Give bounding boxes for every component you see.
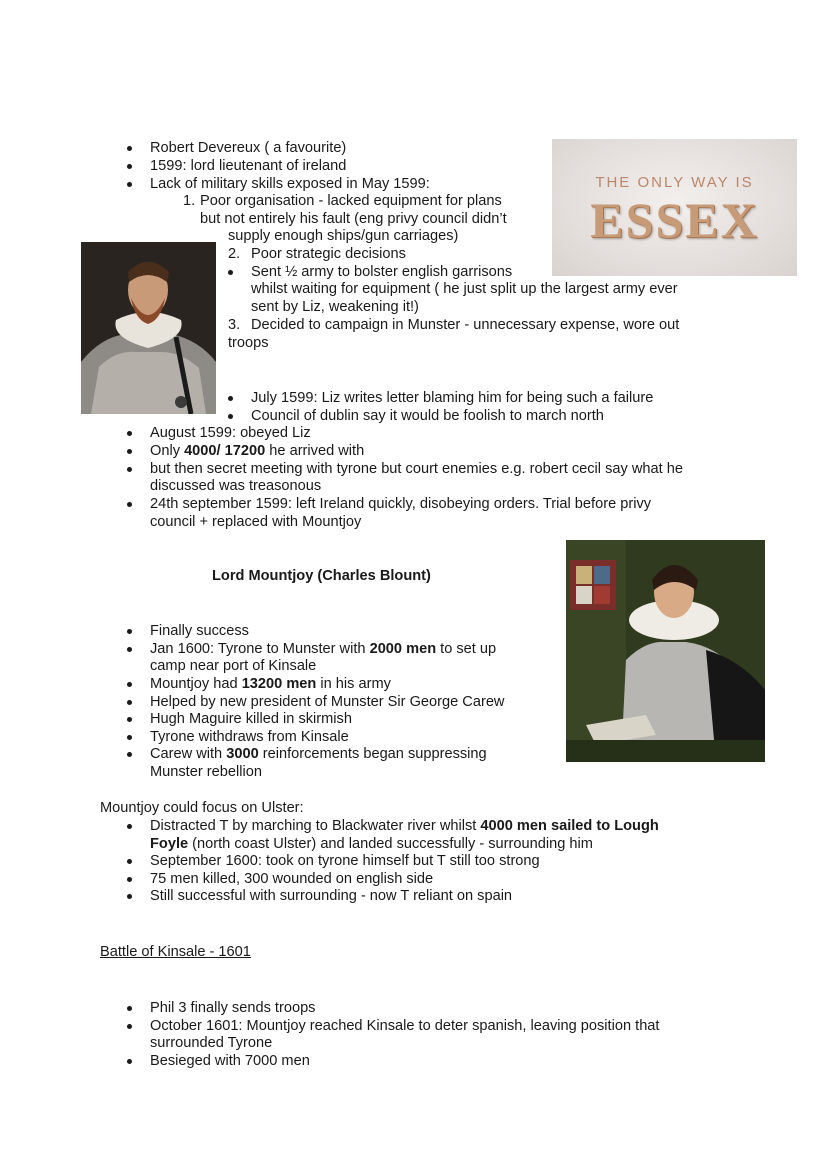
devereux-portrait-svg — [81, 242, 216, 414]
carew-prefix: Carew with — [150, 746, 227, 762]
bullet-jan-1600 — [150, 640, 496, 658]
point-3-line-1: Decided to campaign in Munster - unnecessary expense, wore out — [251, 317, 680, 333]
banner-big-text: ESSEX — [590, 192, 759, 248]
ulster-intro: Mountjoy could focus on Ulster: — [100, 800, 304, 816]
bullet-24th-september-line-2: council + replaced with Mountjoy — [150, 514, 362, 530]
only-prefix: Only — [150, 443, 185, 459]
banner-small-text: THE ONLY WAY IS — [595, 174, 754, 191]
bullet-still-successful: Still successful with surrounding - now T reliant on spain — [150, 888, 513, 904]
point-3-number: 3. — [228, 317, 241, 333]
distract-prefix: Distracted T by marching to Blackwater river whilst — [150, 818, 481, 834]
mountjoy-suffix: in his army — [316, 676, 391, 692]
bullet-october-1601-line-2: surrounded Tyrone — [150, 1035, 273, 1051]
jan-bold-men: 2000 men — [369, 641, 437, 657]
bullet-only-4000 — [150, 442, 364, 460]
point-2-number: 2. — [228, 246, 241, 262]
bullet-secret-meeting-line-2: discussed was treasonous — [150, 478, 322, 494]
point-1-line-2: but not entirely his fault (eng privy council didn’t — [200, 211, 507, 227]
inner-bullet-july-1599: July 1599: Liz writes letter blaming him for being such a failure — [251, 390, 654, 406]
bullet-secret-meeting: but then secret meeting with tyrone but court enemies e.g. robert cecil say what he — [150, 461, 683, 477]
carew-suffix: reinforcements began suppressing — [258, 746, 487, 762]
bullet-carew-line-2: Munster rebellion — [150, 764, 262, 780]
bullet-phil-3: Phil 3 finally sends troops — [150, 1000, 316, 1016]
bullet-finally-success: Finally success — [150, 623, 249, 639]
bullet-september-1600: September 1600: took on tyrone himself but T still too strong — [150, 853, 540, 869]
distract-suffix: (north coast Ulster) and landed successfully - surrounding him — [188, 836, 593, 852]
sub-bullet-line-2: whilst waiting for equipment ( he just split up the largest army ever — [251, 281, 678, 297]
bullet-robert-devereux: Robert Devereux ( a favourite) — [150, 140, 347, 156]
bullet-24th-september: 24th september 1599: left Ireland quickly, disobeying orders. Trial before privy — [150, 496, 652, 512]
sub-bullet-sent-half-army: Sent ½ army to bolster english garrisons — [251, 264, 513, 280]
mountjoy-prefix: Mountjoy had — [150, 676, 242, 692]
distract-bold-men: 4000 men sailed to Lough — [480, 818, 659, 834]
bullet-distracted-t — [150, 817, 659, 835]
point-1-line-1: Poor organisation - lacked equipment for plans — [200, 193, 502, 209]
bullet-august-1599: August 1599: obeyed Liz — [150, 425, 311, 441]
point-2-text: Poor strategic decisions — [251, 246, 406, 262]
bullet-lack-military-skills: Lack of military skills exposed in May 1599: — [150, 176, 430, 192]
sub-bullet-line-3: sent by Liz, weakening it!) — [251, 299, 419, 315]
bullet-mountjoy-had — [150, 675, 391, 693]
bullet-october-1601: October 1601: Mountjoy reached Kinsale to deter spanish, leaving position that — [150, 1018, 660, 1034]
inner-bullet-council-dublin: Council of dublin say it would be foolish to march north — [251, 408, 604, 424]
mountjoy-heading: Lord Mountjoy (Charles Blount) — [212, 568, 431, 584]
point-1-number: 1. — [183, 193, 196, 209]
bullet-carew-3000 — [150, 745, 487, 763]
point-3-line-2: troops — [228, 335, 269, 351]
jan-prefix: Jan 1600: Tyrone to Munster with — [150, 641, 370, 657]
only-suffix: he arrived with — [265, 443, 365, 459]
bullet-jan-1600-line-2: camp near port of Kinsale — [150, 658, 317, 674]
only-bold-figures: 4000/ 17200 — [184, 443, 266, 459]
bullet-helped-by-carew: Helped by new president of Munster Sir George Carew — [150, 694, 505, 710]
mountjoy-bold-men: 13200 men — [241, 676, 317, 692]
bullet-hugh-maguire: Hugh Maguire killed in skirmish — [150, 711, 352, 727]
kinsale-heading: Battle of Kinsale - 1601 — [100, 944, 251, 960]
bullet-distracted-line-2 — [150, 835, 593, 853]
bullet-75-men: 75 men killed, 300 wounded on english side — [150, 871, 434, 887]
robert-devereux-portrait — [81, 242, 216, 414]
bullet-besieged: Besieged with 7000 men — [150, 1053, 310, 1069]
carew-bold-number: 3000 — [226, 746, 259, 762]
point-1-line-3: supply enough ships/gun carriages) — [228, 228, 459, 244]
distract-bold-foyle: Foyle — [150, 836, 189, 852]
jan-suffix: to set up — [436, 641, 497, 657]
bullet-lord-lieutenant: 1599: lord lieutenant of ireland — [150, 158, 347, 174]
charles-blount-portrait — [566, 540, 765, 762]
bullet-tyrone-withdraws: Tyrone withdraws from Kinsale — [150, 729, 349, 745]
only-way-is-essex-image — [552, 139, 797, 276]
blount-portrait-svg — [566, 540, 765, 762]
